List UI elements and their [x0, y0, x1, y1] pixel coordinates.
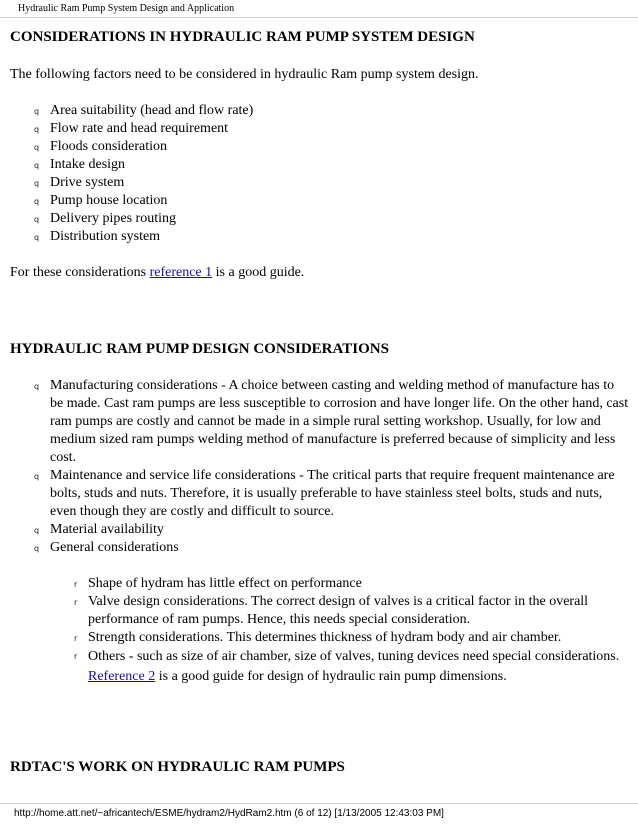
header-divider [0, 17, 638, 18]
section1-closing: For these considerations reference 1 is a good guide. [10, 265, 305, 280]
section1-list [10, 102, 630, 246]
bullet-glyph: q [34, 125, 40, 134]
general-considerations-sublist [10, 575, 632, 687]
list-item: q General considerations [10, 539, 630, 557]
list-item: q Area suitability (head and flow rate) [10, 102, 630, 120]
bullet-glyph: q [34, 215, 40, 224]
footer-divider [0, 803, 638, 804]
list-item: r Others - such as size of air chamber, size of valves, tuning devices need special considerations. Reference 2 is a good guide for design of hydraulic rain pump dimensions. [74, 649, 620, 684]
bullet-glyph: q [34, 107, 40, 116]
bullet-glyph: q [34, 526, 40, 535]
bullet-glyph: q [34, 233, 40, 242]
list-item: q Delivery pipes routing [10, 210, 630, 228]
bullet-glyph: q [34, 544, 40, 553]
sub-bullet-glyph: r [74, 598, 78, 607]
section2-list [10, 377, 630, 557]
list-item: q Manufacturing considerations - A choice between casting and welding method of manufacture has to be made. Cast ram pumps are less susceptible to corrosion and have longer life. On the other hand, cast ram pumps are costly and cannot be made in a simple rural setting workshop. Usually, for low and medium sized ram pumps welding method of manufacture is preferred because of simplicity and less cost. [34, 378, 629, 465]
section1-heading: CONSIDERATIONS IN HYDRAULIC RAM PUMP SYSTEM DESIGN [10, 29, 475, 45]
reference-2-link[interactable]: Reference 2 [88, 669, 156, 684]
list-item: r Shape of hydram has little effect on performance [10, 575, 632, 593]
list-item: r Valve design considerations. The correct design of valves is a critical factor in the overall performance of ram pumps. Hence, this needs special consideration. [74, 594, 589, 627]
list-item: q Floods consideration [10, 138, 630, 156]
list-item: q Flow rate and head requirement [10, 120, 630, 138]
section2-heading: HYDRAULIC RAM PUMP DESIGN CONSIDERATIONS [10, 341, 389, 357]
bullet-glyph: q [34, 161, 40, 170]
bullet-glyph: q [34, 197, 40, 206]
sub-bullet-glyph: r [74, 580, 78, 589]
list-item: q Pump house location [10, 192, 630, 210]
page-footer-url: http://home.att.net/~africantech/ESME/hydram2/HydRam2.htm (6 of 12) [1/13/2005 12:43:03 PM] [14, 808, 444, 819]
list-item: q Distribution system [10, 228, 630, 246]
bullet-glyph: q [34, 382, 40, 391]
reference-1-link[interactable]: reference 1 [149, 265, 213, 280]
bullet-glyph: q [34, 472, 40, 481]
sub-bullet-glyph: r [74, 634, 78, 643]
section3-heading: RDTAC'S WORK ON HYDRAULIC RAM PUMPS [10, 759, 345, 775]
list-item: q Material availability [10, 521, 630, 539]
bullet-glyph: q [34, 179, 40, 188]
sub-bullet-glyph: r [74, 652, 78, 661]
bullet-glyph: q [34, 143, 40, 152]
list-item: q Intake design [10, 156, 630, 174]
list-item: q Drive system [10, 174, 630, 192]
list-item: q Maintenance and service life considerations - The critical parts that require frequent maintenance are bolts, studs and nuts. Therefore, it is usually preferable to have stainless steel bolts, studs and nuts, even though they are costly and difficult to source. [34, 468, 615, 519]
section1-intro: The following factors need to be considered in hydraulic Ram pump system design. [10, 67, 479, 82]
list-item: r Strength considerations. This determines thickness of hydram body and air chamber. [10, 629, 632, 647]
page-header-title: Hydraulic Ram Pump System Design and Application [18, 3, 235, 14]
